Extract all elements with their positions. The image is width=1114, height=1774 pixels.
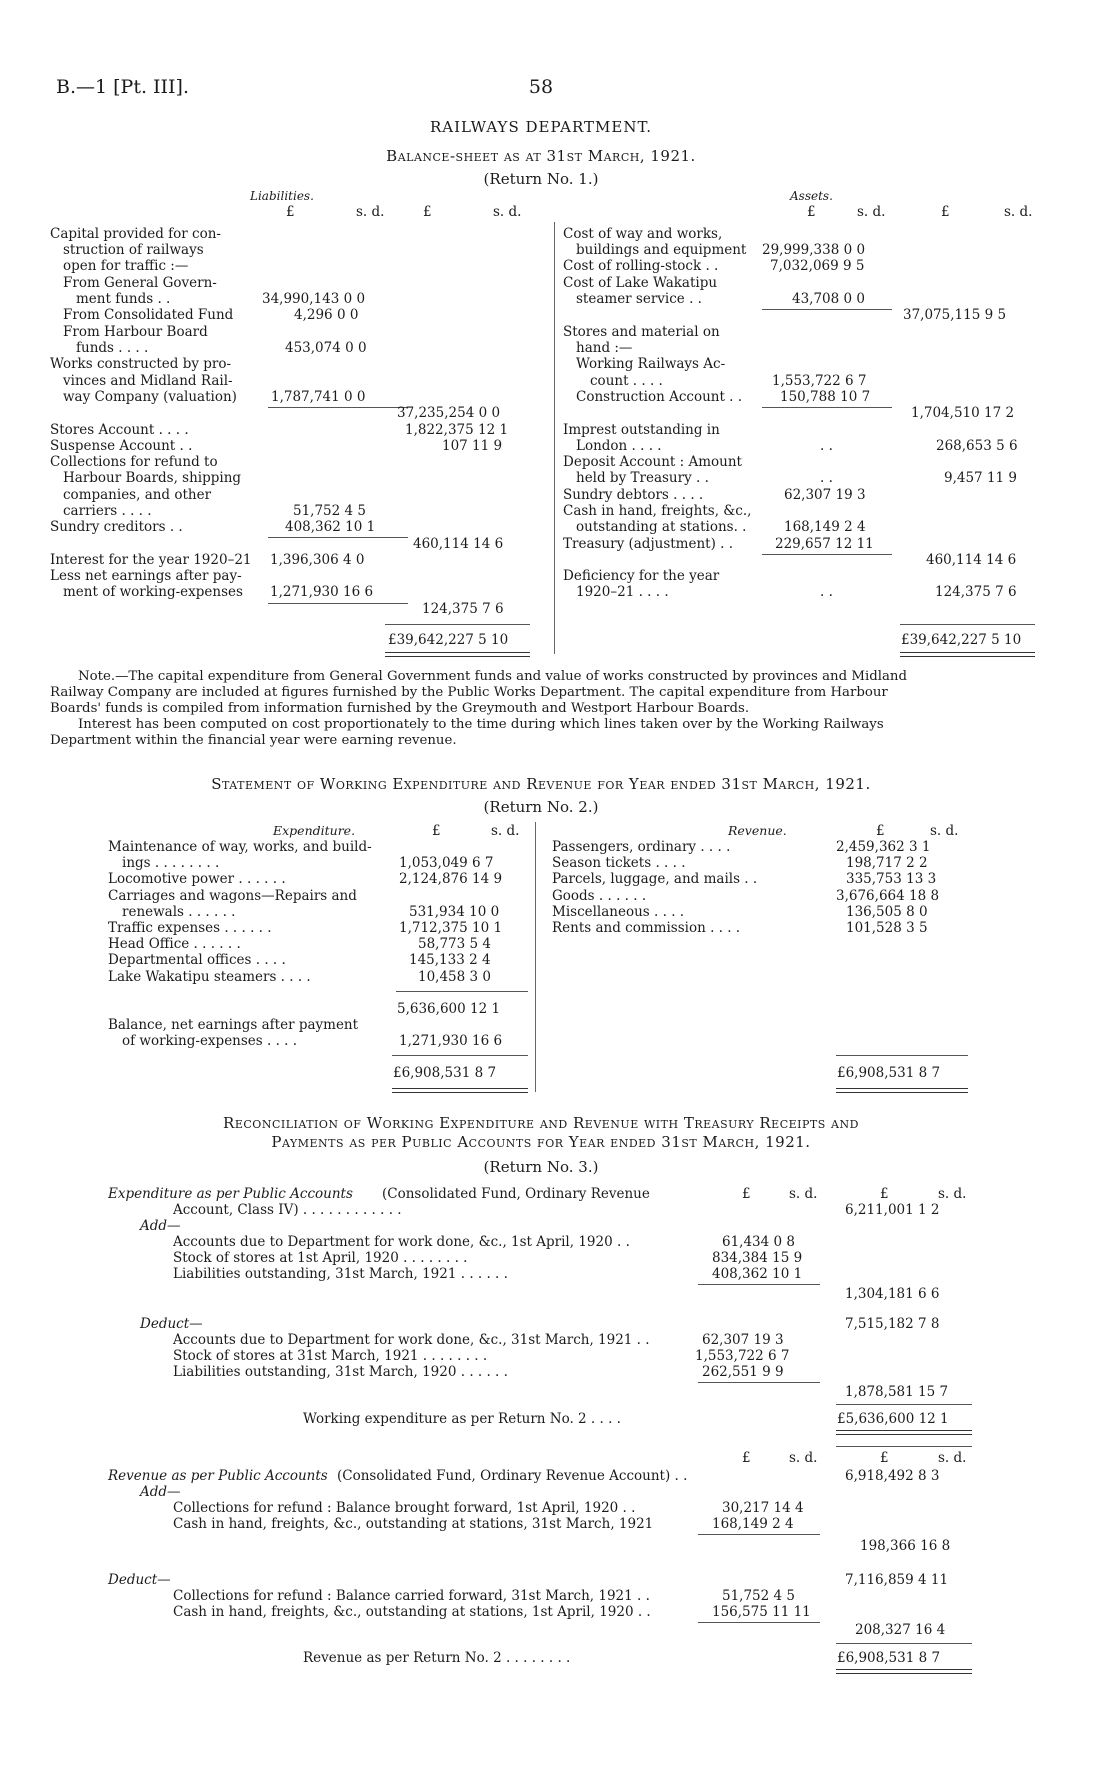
r1-liab-label: From Harbour Board: [63, 324, 208, 340]
r2-exp-value: 1,053,049 6 7: [399, 855, 494, 871]
r3-value: 156,575 11 11: [712, 1604, 811, 1620]
r3-label: Deduct—: [108, 1572, 171, 1588]
r1-asset-value: 9,457 11 9: [944, 470, 1017, 486]
r2-rev-value: 3,676,664 18 8: [836, 888, 940, 904]
r1-asset-value: 1,553,722 6 7: [772, 373, 867, 389]
r1-asset-sd: s. d.: [1004, 204, 1033, 220]
rule: [762, 407, 892, 408]
r1-liab-value: 51,752 4 5: [293, 503, 366, 519]
r1-asset-label: held by Treasury . .: [576, 470, 709, 486]
r1-asset-label: Deficiency for the year: [563, 568, 720, 584]
r2-exp-label: ings . . . . . . . .: [122, 855, 220, 871]
r2-exp-value: 10,458 3 0: [418, 969, 491, 985]
double-rule: [392, 1088, 528, 1093]
r3-value: 168,149 2 4: [712, 1516, 794, 1532]
r1-liab-label: Works constructed by pro-: [50, 356, 232, 372]
r3-sd: s. d.: [789, 1450, 818, 1466]
r1-asset-value: 62,307 19 3: [784, 487, 866, 503]
r2-exp-value: 58,773 5 4: [418, 936, 491, 952]
double-rule: [836, 1088, 968, 1093]
r1-liab-value: 1,822,375 12 1: [405, 422, 509, 438]
r2-exp-label: Carriages and wagons—Repairs and: [108, 888, 357, 904]
r2-exp-label: Traffic expenses . . . . . .: [108, 920, 272, 936]
r1-asset-cur: £: [941, 204, 950, 220]
note-line: Department within the financial year were earning revenue.: [50, 733, 457, 748]
r1-asset-label: buildings and equipment: [576, 242, 747, 258]
r3-value: 208,327 16 4: [855, 1622, 946, 1638]
r3-label: Expenditure as per Public Accounts: [108, 1186, 353, 1202]
double-rule: [900, 652, 1035, 657]
r2-exp-label: Balance, net earnings after payment: [108, 1017, 359, 1033]
r2-rev-label: Parcels, luggage, and mails . .: [552, 871, 758, 887]
r1-liab-cur: £: [423, 204, 432, 220]
double-rule: [836, 1430, 972, 1435]
r1-asset-value: 460,114 14 6: [926, 552, 1017, 568]
r3-value: 1,304,181 6 6: [845, 1286, 940, 1302]
r1-asset-label: Imprest outstanding in: [563, 422, 720, 438]
r3-value: 408,362 10 1: [712, 1266, 803, 1282]
r3-cur: £: [880, 1450, 889, 1466]
rule: [836, 1446, 972, 1447]
r1-asset-value: 124,375 7 6: [935, 584, 1017, 600]
r2-rev-label: Goods . . . . . .: [552, 888, 647, 904]
r1-asset-label: Cash in hand, freights, &c.,: [563, 503, 752, 519]
r1-liab-label: open for traffic :—: [63, 258, 189, 274]
r3-label: Cash in hand, freights, &c., outstanding at stations, 31st March, 1921: [173, 1516, 654, 1532]
r1-asset-label: Stores and material on: [563, 324, 720, 340]
rule: [836, 1643, 972, 1644]
r1-liab-value: 453,074 0 0: [285, 340, 367, 356]
r3-label: Liabilities outstanding, 31st March, 1921 . . . . . .: [173, 1266, 508, 1282]
rule: [698, 1622, 820, 1623]
r3-label: (Consolidated Fund, Ordinary Revenue: [382, 1186, 650, 1202]
r1-liab-value: 37,235,254 0 0: [397, 405, 501, 421]
r1-divider: [554, 222, 555, 654]
r1-asset-label: steamer service . .: [576, 291, 702, 307]
r1-liab-value: 408,362 10 1: [285, 519, 376, 535]
r3-value: 1,878,581 15 7: [845, 1384, 949, 1400]
rule: [836, 1055, 968, 1056]
r3-title-line2: Payments as per Public Accounts for Year ended 31st March, 1921.: [271, 1133, 811, 1151]
r2-rev-value: 101,528 3 5: [846, 920, 928, 936]
r2-exp-value: 531,934 10 0: [409, 904, 500, 920]
r2-rev-value: 198,717 2 2: [846, 855, 928, 871]
r3-label: Revenue as per Public Accounts: [108, 1468, 328, 1484]
r1-liab-sd: s. d.: [493, 204, 522, 220]
r2-exp-label: renewals . . . . . .: [122, 904, 236, 920]
note-line: Interest has been computed on cost proportionately to the time during which lines taken over by the Working Railways: [78, 717, 884, 732]
r3-value: 62,307 19 3: [702, 1332, 784, 1348]
r1-asset-cur: £: [807, 204, 816, 220]
r3-value: 262,551 9 9: [702, 1364, 784, 1380]
r3-cur: £: [742, 1450, 751, 1466]
r3-return-no: (Return No. 3.): [483, 1158, 599, 1176]
rule: [836, 1404, 972, 1405]
r1-liab-label: From General Govern-: [63, 275, 217, 291]
r1-asset-label: Cost of rolling-stock . .: [563, 258, 719, 274]
rule: [268, 407, 408, 408]
r1-asset-label: Deposit Account : Amount: [563, 454, 742, 470]
r3-label: Liabilities outstanding, 31st March, 1920 . . . . . .: [173, 1364, 508, 1380]
r1-liab-value: 107 11 9: [442, 438, 503, 454]
r2-exp-label: Departmental offices . . . .: [108, 952, 286, 968]
page-number: 58: [528, 76, 554, 98]
rule: [900, 624, 1035, 625]
r1-liab-sd: s. d.: [356, 204, 385, 220]
r3-value: 61,434 0 8: [722, 1234, 795, 1250]
r3-sd: s. d.: [938, 1450, 967, 1466]
r3-value: 834,384 15 9: [712, 1250, 803, 1266]
r1-liab-label: carriers . . . .: [63, 503, 152, 519]
r1-liab-value: 460,114 14 6: [413, 536, 504, 552]
r1-liab-value: 1,787,741 0 0: [271, 389, 366, 405]
r3-label: Account, Class IV) . . . . . . . . . . . .: [173, 1202, 402, 1218]
r1-liab-label: Collections for refund to: [50, 454, 218, 470]
r1-asset-value: 43,708 0 0: [792, 291, 865, 307]
r1-liab-cur: £: [286, 204, 295, 220]
r1-asset-value: 168,149 2 4: [784, 519, 866, 535]
rule: [698, 1534, 820, 1535]
double-rule: [385, 652, 530, 657]
revenue-heading: Revenue.: [728, 823, 787, 838]
r1-asset-label: count . . . .: [590, 373, 663, 389]
r1-asset-label: outstanding at stations. .: [576, 519, 747, 535]
r3-value: £6,908,531 8 7: [837, 1650, 941, 1666]
r1-liab-label: Harbour Boards, shipping: [63, 470, 242, 486]
r2-exp-label: of working-expenses . . . .: [122, 1033, 298, 1049]
r1-asset-value: 1,704,510 17 2: [911, 405, 1015, 421]
r1-liab-label: companies, and other: [63, 487, 212, 503]
r2-sd: s. d.: [491, 823, 520, 839]
r1-asset-value: 268,653 5 6: [936, 438, 1018, 454]
r2-rev-total: £6,908,531 8 7: [837, 1065, 941, 1081]
r2-exp-value: 5,636,600 12 1: [397, 1001, 501, 1017]
r1-asset-value: 37,075,115 9 5: [903, 307, 1007, 323]
r1-liab-label: Capital provided for con-: [50, 226, 221, 242]
r1-asset-value: 229,657 12 11: [775, 536, 874, 552]
r3-title-line1: Reconciliation of Working Expenditure and Revenue with Treasury Receipts and: [223, 1114, 859, 1132]
rule: [762, 309, 892, 310]
r3-cur: £: [880, 1186, 889, 1202]
r1-asset-value: 7,032,069 9 5: [770, 258, 865, 274]
r1-asset-label: Cost of Lake Wakatipu: [563, 275, 718, 291]
r2-exp-value: 145,133 2 4: [409, 952, 491, 968]
note-line: Note.—The capital expenditure from General Government funds and value of works constructed by provinces and Midland: [78, 669, 907, 684]
r2-rev-label: Miscellaneous . . . .: [552, 904, 685, 920]
r1-title: Balance-sheet as at 31st March, 1921.: [386, 147, 696, 165]
r3-value: 1,553,722 6 7: [695, 1348, 790, 1364]
r2-title: Statement of Working Expenditure and Revenue for Year ended 31st March, 1921.: [211, 775, 871, 793]
r1-liab-value: 34,990,143 0 0: [262, 291, 366, 307]
note-line: Railway Company are included at figures furnished by the Public Works Department. The capital expenditure from Harbour: [50, 685, 888, 700]
r2-rev-label: Passengers, ordinary . . . .: [552, 839, 731, 855]
rule: [392, 1055, 528, 1056]
r3-value: 7,116,859 4 11: [845, 1572, 949, 1588]
r3-sd: s. d.: [789, 1186, 818, 1202]
r3-label: Add—: [140, 1484, 181, 1500]
r3-label: Add—: [140, 1218, 181, 1234]
r1-asset-value: . .: [820, 584, 833, 600]
r1-asset-label: Treasury (adjustment) . .: [563, 536, 734, 552]
r1-asset-label: hand :—: [576, 340, 633, 356]
r1-liab-label: ment funds . .: [76, 291, 171, 307]
r1-return-no: (Return No. 1.): [483, 170, 599, 188]
r3-label: Working expenditure as per Return No. 2 . . . .: [303, 1411, 621, 1427]
r1-asset-value: . .: [820, 438, 833, 454]
r3-label: Accounts due to Department for work done, &c., 1st April, 1920 . .: [173, 1234, 630, 1250]
r2-exp-label: Lake Wakatipu steamers . . . .: [108, 969, 311, 985]
r2-rev-value: 2,459,362 3 1: [836, 839, 931, 855]
r2-rev-label: Rents and commission . . . .: [552, 920, 741, 936]
r1-liab-value: 4,296 0 0: [294, 307, 359, 323]
r1-liab-label: ment of working-expenses: [63, 584, 243, 600]
r3-value: 198,366 16 8: [860, 1538, 951, 1554]
r3-label: Stock of stores at 1st April, 1920 . . . . . . . .: [173, 1250, 468, 1266]
r3-value: 6,918,492 8 3: [845, 1468, 940, 1484]
note-line: Boards' funds is compiled from information furnished by the Greymouth and Westport Harbour Boards.: [50, 701, 750, 716]
rule: [385, 624, 530, 625]
r1-asset-label: Sundry debtors . . . .: [563, 487, 704, 503]
r2-exp-label: Head Office . . . . . .: [108, 936, 241, 952]
r2-exp-label: Locomotive power . . . . . .: [108, 871, 286, 887]
r1-liab-label: Stores Account . . . .: [50, 422, 189, 438]
r1-liab-label: way Company (valuation): [63, 389, 237, 405]
r3-label: Cash in hand, freights, &c., outstanding at stations, 1st April, 1920 . .: [173, 1604, 651, 1620]
r1-liab-value: 1,396,306 4 0: [270, 552, 365, 568]
r1-asset-sd: s. d.: [857, 204, 886, 220]
r2-exp-value: 2,124,876 14 9: [399, 871, 503, 887]
r1-asset-label: Cost of way and works,: [563, 226, 723, 242]
r2-exp-value: 1,271,930 16 6: [399, 1033, 503, 1049]
r1-liab-value: 124,375 7 6: [422, 601, 504, 617]
r2-exp-value: 1,712,375 10 1: [399, 920, 503, 936]
rule: [762, 554, 892, 555]
r1-liab-label: From Consolidated Fund: [63, 307, 234, 323]
r2-cur: £: [876, 823, 885, 839]
r1-asset-label: Construction Account . .: [576, 389, 743, 405]
r1-asset-label: London . . . .: [576, 438, 662, 454]
rule: [698, 1382, 820, 1383]
r2-rev-value: 335,753 13 3: [846, 871, 937, 887]
rule: [396, 991, 528, 992]
rule: [698, 1284, 820, 1285]
r3-label: Revenue as per Return No. 2 . . . . . . . .: [303, 1650, 571, 1666]
r2-cur: £: [432, 823, 441, 839]
r3-label: (Consolidated Fund, Ordinary Revenue Account) . .: [337, 1468, 688, 1484]
r1-liab-label: Suspense Account . .: [50, 438, 193, 454]
double-rule: [836, 1669, 972, 1674]
r2-exp-label: Maintenance of way, works, and build-: [108, 839, 372, 855]
r2-return-no: (Return No. 2.): [483, 798, 599, 816]
r3-value: £5,636,600 12 1: [837, 1411, 949, 1427]
r1-liab-total: £39,642,227 5 10: [388, 632, 509, 648]
department-title: RAILWAYS DEPARTMENT.: [429, 118, 653, 136]
r2-rev-value: 136,505 8 0: [846, 904, 928, 920]
r3-label: Stock of stores at 31st March, 1921 . . . . . . . .: [173, 1348, 488, 1364]
r1-liab-value: 1,271,930 16 6: [270, 584, 374, 600]
r1-liab-label: Sundry creditors . .: [50, 519, 183, 535]
rule: [268, 603, 408, 604]
r3-sd: s. d.: [938, 1186, 967, 1202]
expenditure-heading: Expenditure.: [273, 823, 356, 838]
r3-label: Collections for refund : Balance carried forward, 31st March, 1921 . .: [173, 1588, 650, 1604]
r1-asset-label: 1920–21 . . . .: [576, 584, 669, 600]
r3-value: 30,217 14 4: [722, 1500, 804, 1516]
r1-liab-label: Less net earnings after pay-: [50, 568, 242, 584]
rule: [268, 537, 408, 538]
r3-label: Deduct—: [140, 1316, 203, 1332]
r1-liab-label: struction of railways: [63, 242, 204, 258]
r1-liab-label: vinces and Midland Rail-: [63, 373, 233, 389]
r1-liab-label: funds . . . .: [76, 340, 149, 356]
r3-cur: £: [742, 1186, 751, 1202]
assets-heading: Assets.: [790, 189, 833, 203]
r3-value: 51,752 4 5: [722, 1588, 795, 1604]
r1-asset-value: . .: [820, 470, 833, 486]
r3-value: 6,211,001 1 2: [845, 1202, 940, 1218]
r1-liab-label: Interest for the year 1920–21: [50, 552, 252, 568]
r2-sd: s. d.: [930, 823, 959, 839]
r1-asset-value: 29,999,338 0 0: [762, 242, 866, 258]
r2-divider: [535, 822, 536, 1092]
r2-exp-total: £6,908,531 8 7: [393, 1065, 497, 1081]
liabilities-heading: Liabilities.: [250, 189, 314, 203]
r3-label: Accounts due to Department for work done, &c., 31st March, 1921 . .: [173, 1332, 650, 1348]
r2-rev-label: Season tickets . . . .: [552, 855, 686, 871]
r1-asset-total: £39,642,227 5 10: [901, 632, 1022, 648]
r1-asset-value: 150,788 10 7: [780, 389, 871, 405]
r1-asset-label: Working Railways Ac-: [576, 356, 726, 372]
page-ref: B.—1 [Pt. III].: [56, 76, 190, 98]
r3-value: 7,515,182 7 8: [845, 1316, 940, 1332]
r3-label: Collections for refund : Balance brought forward, 1st April, 1920 . .: [173, 1500, 636, 1516]
